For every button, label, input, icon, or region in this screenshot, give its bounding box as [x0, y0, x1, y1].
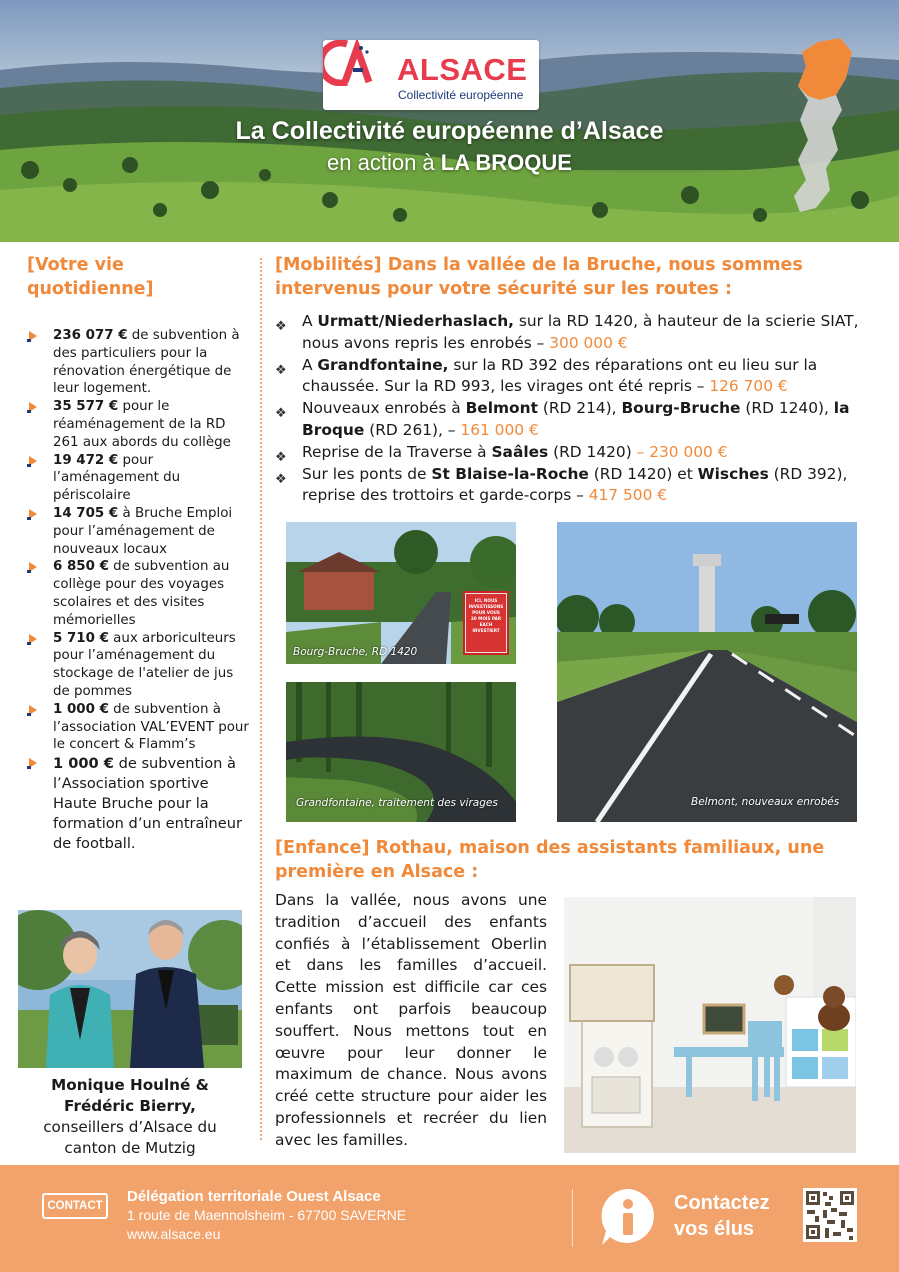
item-amount: 19 472 € — [53, 452, 119, 468]
item-text: de subvention au collège pour des voyages scolaires et des visites mémorielles — [53, 559, 230, 628]
item-text: sur la RD 1420, à hauteur de la scierie SIAT, nous avons repris les enrobés – — [302, 312, 859, 352]
delegation-info — [127, 1187, 406, 1244]
item-amount: 1 000 € — [53, 701, 109, 717]
contact-cta[interactable] — [674, 1190, 770, 1242]
childhood-heading: [Enfance] Rothau, maison des assistants familiaux, une première en Alsace : — [275, 838, 825, 882]
item-amount: 161 000 € — [460, 420, 539, 439]
subtitle-prefix: en action à — [327, 150, 435, 175]
list-item — [275, 311, 875, 355]
sign-line: ICI, NOUS — [474, 598, 498, 603]
item-place: Grandfontaine, — [317, 355, 449, 374]
bullet-arrow-icon — [27, 633, 39, 645]
list-item — [27, 505, 252, 558]
photo-caption: Grandfontaine, traitement des virages — [296, 797, 498, 809]
list-item — [27, 630, 252, 701]
sign-line: 30 MOIS PAR — [470, 616, 502, 621]
item-amount: 6 850 € — [53, 559, 109, 575]
list-item — [275, 442, 875, 464]
item-text: Sur les ponts de — [302, 464, 432, 483]
item-text: (RD 1420) et — [588, 464, 698, 483]
subtitle-place: LA BROQUE — [440, 150, 572, 175]
qr-code-icon[interactable] — [803, 1188, 857, 1242]
item-amount: 236 077 € — [53, 328, 128, 343]
elected-role: conseillers d’Alsace du canton de Mutzig — [43, 1118, 217, 1157]
item-amount: 14 705 € — [53, 505, 119, 521]
elected-names: Monique Houlné & Frédéric Bierry, — [51, 1076, 209, 1115]
bullet-arrow-icon — [27, 561, 39, 573]
item-place: la Broque — [302, 399, 850, 439]
photo-bourg-bruche — [286, 522, 516, 664]
logo-subtitle: Collectivité européenne — [398, 88, 524, 102]
sign-text — [466, 598, 506, 634]
page-subtitle — [0, 150, 899, 176]
photo-childrens-room — [564, 897, 856, 1153]
bullet-arrow-icon — [27, 401, 39, 413]
item-amount: 35 577 € — [53, 399, 119, 415]
diamond-bullet-icon: ❖ — [275, 471, 287, 487]
daily-life-heading: [Votre vie quotidienne] — [27, 255, 154, 299]
photo-caption: Bourg-Bruche, RD 1420 — [293, 646, 418, 658]
item-amount: 1 000 € — [53, 755, 114, 773]
item-amount: 126 700 € — [709, 377, 788, 396]
diamond-bullet-icon: ❖ — [275, 319, 287, 334]
sign-line: POUR VOUS — [472, 610, 500, 615]
footer-divider — [572, 1189, 573, 1247]
list-item — [27, 398, 252, 451]
elected-officials-photo — [18, 910, 242, 1068]
item-text: (RD 1420) — [548, 442, 637, 461]
item-amount: 5 710 € — [53, 630, 109, 646]
item-text: sur la RD 392 des réparations ont eu lieu sur la chaussée. Sur la RD 993, les virages ont été repris – — [302, 355, 818, 396]
list-item — [27, 754, 252, 854]
item-text: aux arboriculteurs pour l’aménagement du stockage de l'atelier de jus de pommes — [53, 630, 236, 699]
delegation-address: 1 route de Maennolsheim - 67700 SAVERNE — [127, 1207, 407, 1223]
list-item — [27, 701, 252, 754]
item-place: St Blaise-la-Roche — [431, 464, 589, 483]
list-item — [275, 398, 875, 442]
diamond-bullet-icon: ❖ — [275, 406, 287, 422]
item-text: (RD 1240), — [740, 399, 834, 418]
item-text: Reprise de la Traverse à — [302, 442, 492, 461]
photo-grandfontaine — [286, 682, 516, 822]
bullet-arrow-icon — [27, 704, 39, 716]
diamond-bullet-icon: ❖ — [275, 449, 287, 465]
alsace-logo[interactable] — [323, 40, 539, 110]
item-text: à Bruche Emploi pour l’aménagement de nouveaux locaux — [53, 505, 233, 557]
item-text: pour l’aménagement du périscolaire — [53, 452, 181, 504]
item-place: Wisches — [697, 464, 769, 483]
item-text: de subvention à des particuliers pour la rénovation énergétique de leur logement. — [53, 328, 240, 397]
item-text: de subvention à l’association VAL’EVENT pour le concert & Flamm’s — [53, 701, 249, 753]
item-amount: 300 000 € — [549, 333, 628, 352]
list-item — [27, 327, 252, 398]
mobility-heading: [Mobilités] Dans la vallée de la Bruche, nous sommes intervenus pour votre sécurité sur les routes : — [275, 255, 803, 299]
list-item — [27, 452, 252, 505]
bullet-arrow-icon — [27, 330, 39, 342]
page-title: La Collectivité européenne d’Alsace — [235, 117, 664, 145]
item-place: Bourg-Bruche — [621, 399, 741, 418]
cta-line1: Contactez — [674, 1192, 770, 1214]
delegation-name: Délégation territoriale Ouest Alsace — [127, 1188, 381, 1205]
item-text: de subvention à l’Association sportive Haute Bruche pour la formation d’un entraîneur de football. — [53, 755, 243, 853]
photo-caption: Belmont, nouveaux enrobés — [691, 796, 840, 808]
bullet-arrow-icon — [27, 508, 39, 520]
item-text: (RD 261), – — [364, 420, 461, 439]
diamond-bullet-icon: ❖ — [275, 362, 287, 378]
footer — [0, 1165, 899, 1272]
list-item — [275, 464, 875, 508]
list-item — [275, 355, 875, 399]
bullet-arrow-icon — [27, 455, 39, 467]
info-icon[interactable] — [598, 1187, 658, 1247]
photo-belmont — [557, 522, 857, 822]
item-place: Urmatt/Niederhaslach, — [317, 312, 514, 330]
header-banner — [0, 0, 899, 242]
item-text: Nouveaux enrobés à — [302, 399, 466, 418]
bullet-arrow-icon — [27, 757, 39, 769]
website-link[interactable]: www.alsace.eu — [127, 1226, 221, 1242]
childhood-text: Dans la vallée, nous avons une tradition d’accueil des enfants confiés à l’établissement Oberlin et dans les familles d’accueil. Cette mission est difficile car ces enfants ont parfois beaucoup souffert. Nous mettons tout en œuvre pour leur donner le maximum de chance. Nous avons créé cette structure pour aider les professionnels et recréer du lien avec les familles. — [275, 891, 547, 1149]
column-divider — [260, 258, 262, 1140]
item-place: Belmont — [465, 399, 538, 418]
alsace-logo-icon — [323, 40, 379, 86]
item-place: Saâles — [491, 442, 549, 461]
item-amount: 417 500 € — [588, 486, 668, 505]
cta-line2: vos élus — [674, 1218, 755, 1240]
item-text: A — [302, 312, 318, 330]
item-amount: – 230 000 € — [636, 442, 728, 461]
subsidy-list — [27, 327, 252, 854]
mobility-list — [275, 311, 875, 507]
item-text: A — [302, 355, 318, 374]
item-text: (RD 214), — [537, 399, 622, 418]
list-item — [27, 558, 252, 629]
elected-officials-caption — [18, 1075, 242, 1159]
sign-line: EACH INVESTIERT — [472, 622, 500, 633]
item-text: pour le réaménagement de la RD 261 aux abords du collège — [53, 399, 231, 450]
sign-line: INVESTISSONS — [468, 604, 504, 609]
logo-name: ALSACE — [397, 52, 528, 87]
item-text: (RD 392), reprise des trottoirs et garde-corps – — [302, 464, 848, 505]
contact-label: CONTACT — [42, 1193, 108, 1219]
